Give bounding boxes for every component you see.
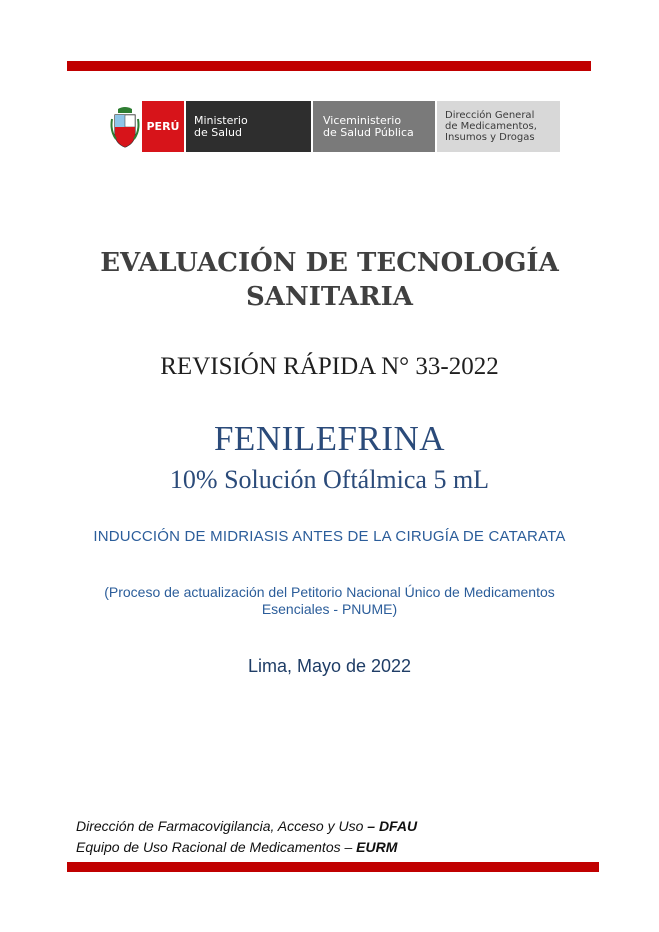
- footer-line-1: [76, 818, 417, 834]
- footer-line-1-code: – DFAU: [367, 818, 418, 834]
- coat-of-arms-icon: [108, 101, 142, 152]
- footer-line-1-text: Dirección de Farmacovigilancia, Acceso y Uso: [76, 818, 368, 834]
- drug-formulation: 10% Solución Oftálmica 5 mL: [169, 465, 490, 494]
- title-line-2: SANITARIA: [246, 282, 413, 312]
- title-line-1: EVALUACIÓN DE TECNOLOGÍA: [100, 248, 559, 278]
- ministry-line-2: de Salud: [194, 125, 242, 139]
- process-line-1: (Proceso de actualización del Petitorio Nacional Único de Medicamentos: [104, 584, 555, 600]
- top-red-bar: [67, 61, 591, 71]
- direction-line-1: Dirección General: [445, 110, 535, 121]
- bottom-red-bar: [67, 862, 599, 872]
- ministry-line-1: Ministerio: [194, 113, 248, 127]
- institution-logos: [108, 101, 560, 152]
- document-title: [0, 246, 659, 314]
- review-number: REVISIÓN RÁPIDA N° 33-2022: [160, 353, 499, 380]
- direction-line-2: de Medicamentos,: [445, 121, 537, 132]
- peru-label: PERÚ: [142, 101, 184, 152]
- vice-line-1: Viceministerio: [323, 113, 402, 127]
- ministry-label: [184, 101, 311, 152]
- vice-line-2: de Salud Pública: [323, 125, 414, 139]
- vice-ministry-label: [311, 101, 435, 152]
- direction-label: [435, 101, 560, 152]
- indication: INDUCCIÓN DE MIDRIASIS ANTES DE LA CIRUGÍA DE CATARATA: [93, 528, 566, 545]
- footer-line-2-text: Equipo de Uso Racional de Medicamentos –: [76, 839, 357, 855]
- footer-line-2-code: EURM: [356, 839, 398, 855]
- process-line-2: Esenciales - PNUME): [261, 601, 398, 617]
- process-note: [0, 584, 659, 618]
- place-date: Lima, Mayo de 2022: [247, 656, 412, 676]
- direction-line-3: Insumos y Drogas: [445, 132, 535, 143]
- drug-name: FENILEFRINA: [213, 419, 446, 458]
- footer-line-2: [76, 839, 397, 855]
